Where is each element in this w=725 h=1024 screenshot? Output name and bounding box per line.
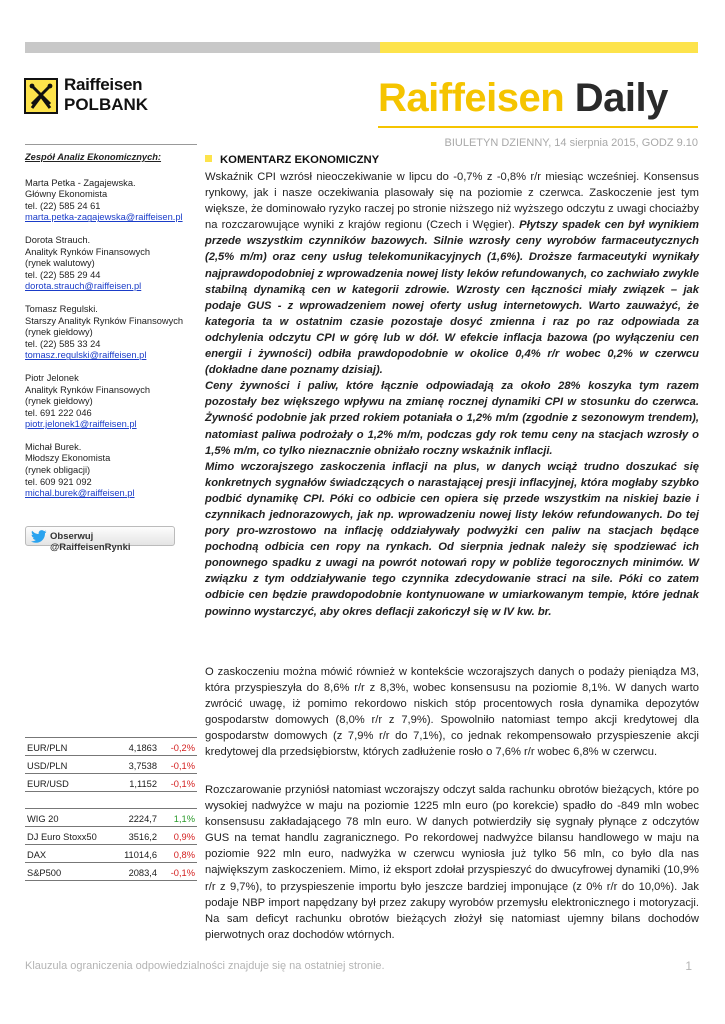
instrument-change: 1,1% [159, 809, 197, 827]
contact-card [25, 235, 200, 293]
contact-name: Tomasz Regulski. [25, 303, 98, 314]
instrument-name: EUR/PLN [25, 738, 103, 756]
contact-detail: Analityk Rynków Finansowych [25, 384, 151, 395]
contact-email-link[interactable]: dorota.strauch@raiffeisen.pl [25, 281, 142, 292]
instrument-value: 3516,2 [114, 827, 159, 845]
section-heading-label: KOMENTARZ EKONOMICZNY [220, 154, 380, 166]
instrument-name: WIG 20 [25, 809, 114, 827]
paragraph-current-account: Rozczarowanie przyniósł natomiast wczorajszy odczyt salda rachunku obrotów bieżących, które po wysokiej nadwyżce w maju na poziomie 1225 mln euro (po korekcie) spadło do -849 mln wobec konsensusu zakładającego 78 mln euro. W danych potwierdziły się sygnały płynące z odczytów GUS na temat handlu zagranicznego. Po rekordowej nadwyżce bilansu handlowego w maju na poziomie 922 mln euro, nadwyżka w czerwcu wyniosła już tylko 56 mln, co było dla nas największym zaskoczeniem. Mimo, iż eksport zdołał przyspieszyć do dwucyfrowej dynamiki (10,9% r/r z 9,7%), to przyspieszenie importu było jeszcze bardziej imponujące (z 0% r/r do 10,0%). Jak podaje NBP import napędzany był przez zakupy wyrobów przemysłu elektronicznego i motoryzacji. Na sam deficyt rachunku obrotów bieżących złożył się natomiast ujemny bilans dochodów pierwotnych oraz dochodów wtórnych. [205, 784, 699, 941]
publication-title [378, 76, 668, 121]
contact-detail: tel. 609 921 092 [25, 476, 92, 487]
twitter-follow-label: Obserwuj @RaiffeisenRynki [50, 531, 131, 553]
instrument-change: -0,2% [159, 738, 197, 756]
instrument-change: -0,1% [159, 774, 197, 792]
top-bar-gray [25, 42, 380, 53]
instrument-value: 2224,7 [114, 809, 159, 827]
instrument-name: DJ Euro Stoxx50 [25, 827, 114, 845]
contact-card [25, 304, 200, 362]
bulletin-date: BIULETYN DZIENNY, 14 sierpnia 2015, GODZ 9.10 [444, 137, 698, 149]
fx-rates-table [25, 737, 197, 792]
instrument-change: -0,1% [159, 756, 197, 774]
commentary-block [205, 169, 699, 620]
contact-name: Dorota Strauch. [25, 234, 91, 245]
analyst-contacts [25, 152, 200, 511]
brand-part2: Daily [574, 76, 668, 120]
table-row [25, 774, 197, 792]
paragraph-intro: Wskaźnik CPI wzrósł nieoczekiwanie w lipcu do -0,7% z -0,8% r/r miesiąc wcześniej. Konsensus rynkowy, jak i nasze oczekiwania plasowały się na poziomie z czerwca. Zaskoczenie jest tym większe, że dominowało ryzyko raczej po stronie niższego niż wyższego odczytu z uwagi chociażby na rozczarowujące wyniki z krajów regionu (Czech i Węgier). [205, 171, 699, 232]
contact-detail: Starszy Analityk Rynków Finansowych [25, 315, 184, 326]
contact-email-link[interactable]: marta.petka-zagajewska@raiffeisen.pl [25, 212, 183, 223]
table-row [25, 756, 197, 774]
instrument-change: 0,8% [159, 845, 197, 863]
team-title: Zespół Analiz Ekonomicznych: [25, 152, 162, 162]
paragraph [205, 169, 699, 378]
table-row [25, 827, 197, 845]
brand-part1: Raiffeisen [378, 76, 565, 120]
contact-detail: (rynek giełdowy) [25, 327, 93, 338]
twitter-bird-icon [31, 530, 47, 546]
instrument-name: DAX [25, 845, 114, 863]
table-row [25, 845, 197, 863]
contact-detail: tel. (22) 585 29 44 [25, 269, 101, 280]
stock-indices-table [25, 808, 197, 881]
contact-email-link[interactable]: piotr.jelonek1@raiffeisen.pl [25, 419, 137, 430]
table-row [25, 863, 197, 881]
bank-name-line2: POLBANK [64, 95, 149, 114]
instrument-change: -0,1% [159, 863, 197, 881]
paragraph-bold: Ceny żywności i paliw, które łącznie odpowiadają za około 28% koszyka tym razem pozostały bez większego wpływu na zmianę rocznej dynamiki CPI w stosunku do czerwca. Żywność podobnie jak przed rokiem potaniała o 1,2% m/m (zgodnie z sezonowym trendem), natomiast paliwa podrożały o 1,2% m/m, podczas gdy rok temu ceny na stacjach wzrosły o 1,5% m/m, co tylko nieznacznie obniżało roczny wskaźnik inflacji. [205, 380, 699, 457]
page-number: 1 [685, 959, 692, 973]
contact-detail: Młodszy Ekonomista [25, 453, 111, 464]
contact-detail: Główny Ekonomista [25, 189, 108, 200]
instrument-change: 0,9% [159, 827, 197, 845]
contact-name: Piotr Jelonek [25, 372, 79, 383]
contact-detail: tel. (22) 585 24 61 [25, 200, 101, 211]
paragraph-bold: Płytszy spadek cen był wynikiem przede wszystkim czynników bazowych. Silnie wzrosły ceny wyrobów farmaceutycznych (2,5% m/m) oraz ceny usług telekomunikacyjnych (1,6%). Droższe farmaceutyki wynikały najprawdopodobniej z wprowadzenia nowej listy leków refundowanych, co zachwiało zwykle stabilną dynamiką cen w kategorii zdrowie. Wzrosty cen łączności miały związek – jak podaje GUS - z wprowadzeniem nowej oferty usług internetowych. Warto zauważyć, że kategoria ta w ostatnim czasie pozostaje dosyć zmienna i raz po raz odpowiada za odchylenia odczytu CPI w górę lub w dół. W efekcie inflacja bazowa (po wyłączeniu cen energii i żywności) odbiła prawdopodobnie w okolice 0,4% r/r wobec 0,2% w czerwcu (dokładne dane poznamy dzisiaj). [205, 219, 699, 377]
contact-detail: (rynek obligacji) [25, 465, 91, 476]
section-heading [205, 154, 379, 166]
contact-detail: (rynek walutowy) [25, 258, 95, 269]
yellow-bullet-icon [205, 155, 212, 162]
contact-card [25, 442, 200, 500]
instrument-value: 11014,6 [114, 845, 159, 863]
table-row [25, 809, 197, 827]
contact-card [25, 373, 200, 431]
contact-name: Marta Petka - Zagajewska. [25, 177, 136, 188]
twitter-follow-button[interactable] [25, 526, 175, 553]
contact-detail: tel. (22) 585 33 24 [25, 338, 101, 349]
contact-detail: (rynek giełdowy) [25, 396, 93, 407]
instrument-value: 4,1863 [103, 738, 159, 756]
raiffeisen-polbank-logo [24, 74, 184, 126]
gable-cross-icon [24, 78, 58, 114]
instrument-name: EUR/USD [25, 774, 103, 792]
page-footer [25, 960, 698, 972]
paragraph-bold: Mimo wczorajszego zaskoczenia inflacji na plus, w danych wciąż trudno doszukać się konkretnych sygnałów świadczących o narastającej presji inflacyjnej, która mogłaby szybko podbić dynamikę CPI. Póki co odbicie cen opiera się przede wszystkim na niskiej bazie i czynnikach jednorazowych, jak np. wprowadzeniu nowej listy leków refundowanych. Do tej pory pro-wzrostowo na inflację oddziaływały podwyżki cen paliw na stacjach będące pochodną odbicia cen ropy na rynkach. Od sierpnia jednak należy się spodziewać ich ponownego spadku z uwagi na powrót notowań ropy w pobliże tegorocznych minimów. W związku z tym oddziaływanie tego czynnika zdecydowanie straci na sile. Póki co zatem odbicie cen będzie prawdopodobnie kontynuowane w umiarkowanym tempie, które jednak powinno wystarczyć, aby okres deflacji zakończył się w IV kw. br. [205, 460, 699, 618]
sidebar-divider [25, 144, 197, 145]
contact-email-link[interactable]: michal.burek@raiffeisen.pl [25, 488, 135, 499]
bank-name-line1: Raiffeisen [64, 75, 143, 94]
instrument-value: 3,7538 [103, 756, 159, 774]
instrument-name: S&P500 [25, 863, 114, 881]
instrument-value: 1,1152 [103, 774, 159, 792]
contact-email-link[interactable]: tomasz.regulski@raiffeisen.pl [25, 350, 147, 361]
instrument-name: USD/PLN [25, 756, 103, 774]
instrument-value: 2083,4 [114, 863, 159, 881]
contact-name: Michał Burek. [25, 441, 82, 452]
contact-detail: tel. 691 222 046 [25, 407, 92, 418]
paragraph-money-supply: O zaskoczeniu można mówić również w kontekście wczorajszych danych o podaży pieniądza M3, która przyspieszyła do 8,6% r/r z 8,3%, wobec konsensusu na poziomie 8,1%. W danych warto zwrócić uwagę, iż pomimo rekordowo niskich stóp procentowych rosła dynamika depozytów gospodarstw domowych (8,0% r/r z 7,9%). Spowolniło natomiast tempo akcji kredytowej dla gospodarstw domowych (z 7,9% r/r do 7,1%), co jednak rekompensowało przyspieszenie akcji kredytowej dla przedsiębiorstw, których zadłużenie rosło o 7,6% r/r wobec 6,8% w czerwcu. [205, 666, 699, 759]
contact-card [25, 178, 200, 224]
contact-detail: Analityk Rynków Finansowych [25, 246, 151, 257]
disclaimer-note: Klauzula ograniczenia odpowiedzialności znajduje się na ostatniej stronie. [25, 960, 385, 972]
top-bar-yellow [380, 42, 698, 53]
brand-underline [378, 126, 698, 128]
table-row [25, 738, 197, 756]
